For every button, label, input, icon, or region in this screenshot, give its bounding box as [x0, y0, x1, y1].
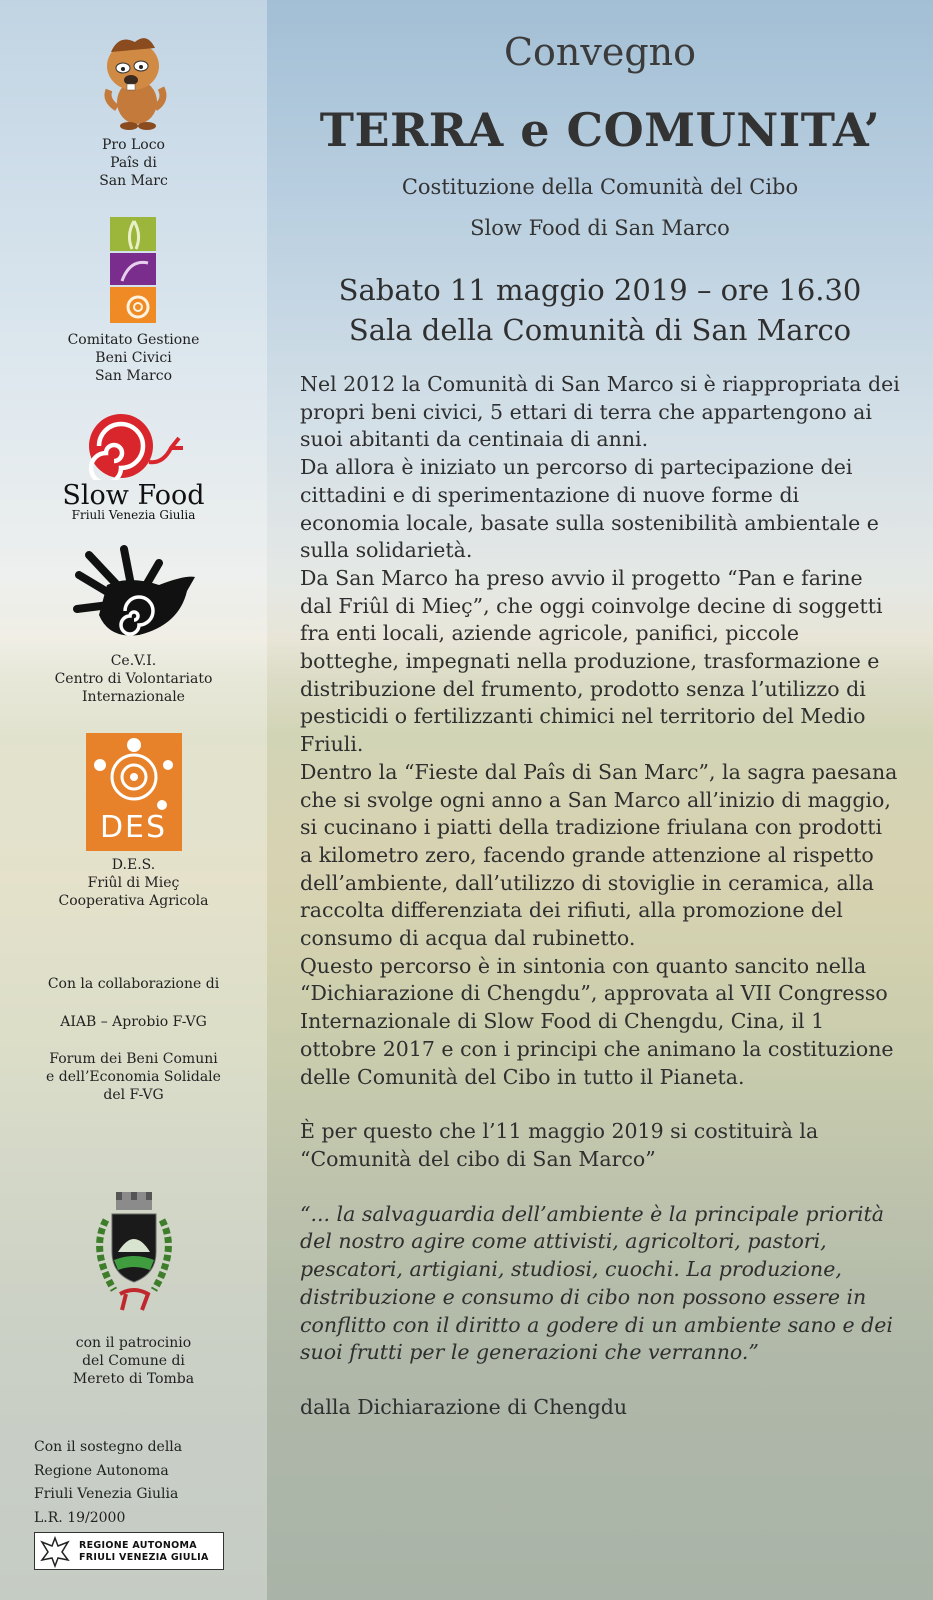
subtitle-slowfood: Slow Food di San Marco [470, 216, 730, 240]
snail-icon [79, 412, 189, 480]
quote-source: dalla Dichiarazione di Chengdu [300, 1394, 628, 1419]
event-venue: Sala della Comunità di San Marco [348, 313, 852, 347]
des-logo-box [86, 733, 182, 851]
beaver-mascot-icon [89, 30, 179, 130]
collab-title: Con la collaborazione di [47, 976, 220, 992]
comitato-logo [0, 215, 267, 327]
subtitle-comunita: Costituzione della Comunità del Cibo [401, 175, 799, 199]
paragraph-6: È per questo che l’11 maggio 2019 si costituirà la “Comunità del cibo di San Marco” [300, 1119, 819, 1171]
paragraph-3: Da San Marco ha preso avvio il progetto “Pan e farine dal Friûl di Mieç”, che oggi coinvolge decine di soggetti fra enti locali, aziende agricole, panifici, piccole botteghe, impegnati nella produzione, trasformazione e distribuzione del frumento, prodotto senza l’utilizzo di pesticidi o fertilizzanti chimici nel territorio del Medio Friuli. [300, 565, 883, 757]
convegno-label: Convegno [503, 30, 697, 74]
page-title: TERRA e COMUNITA’ [319, 103, 881, 157]
eagle-icon [38, 1534, 72, 1568]
proloco-caption: Pro Loco Paîs di San Marc [99, 137, 168, 189]
collab-forum: Forum dei Beni Comuni e dell’Economia Solidale del F-VG [46, 1051, 221, 1103]
slowfood-logo [0, 412, 267, 522]
collab-aiab: AIAB – Aprobio F-VG [60, 1014, 207, 1030]
proloco-logo [0, 30, 267, 130]
chengdu-quote: “... la salvaguardia dell’ambiente è la principale priorità del nostro agire come attivisti, agricoltori, pastori, pescatori, artigiani, studiosi, cuochi. La produzione, distribuzione e consumo di cibo non possono essere in conflitto con il diritto a godere di un ambiente sano e dei suoi frutti per le generazioni che verranno.” [300, 1201, 893, 1365]
patrocinio-caption: con il patrocinio del Comune di Mereto di Tomba [72, 1335, 195, 1387]
cevi-caption: Ce.V.I. Centro di Volontariato Internazionale [54, 653, 213, 705]
slowfood-wordmark: Slow Food [62, 480, 205, 511]
hand-dove-icon [69, 545, 199, 645]
des-wordmark: DES [99, 810, 168, 845]
paragraph-1: Nel 2012 la Comunità di San Marco si è riappropriata dei propri beni civici, 5 ettari di terra che appartengono ai suoi abitanti da centinaia di anni. [300, 372, 900, 452]
spiral-network-icon [86, 735, 182, 817]
cevi-logo [0, 545, 267, 645]
slowfood-region: Friuli Venezia Giulia [71, 508, 196, 522]
comune-coat-of-arms [0, 1190, 267, 1315]
wheat-stack-icon [104, 215, 164, 327]
paragraph-2: Da allora è iniziato un percorso di partecipazione dei cittadini e di sperimentazione di nuove forme di economia locale, basate sulla sostenibilità ambientale e sulla solidarietà. [300, 455, 879, 563]
sostegno-caption: Con il sostegno della Regione Autonoma Friuli Venezia Giulia L.R. 19/2000 [34, 1439, 183, 1526]
coat-of-arms-icon [84, 1190, 184, 1315]
comitato-caption: Comitato Gestione Beni Civici San Marco [67, 332, 200, 384]
des-caption: D.E.S. Friûl di Mieç Cooperativa Agricola [58, 857, 209, 909]
paragraph-4: Dentro la “Fieste dal Paîs di San Marc”, la sagra paesana che si svolge ogni anno a San Marco all’inizio di maggio, si cucinano i piatti della tradizione friulana con prodotti a kilometro zero, facendo grande attenzione al rispetto dell’ambiente, dall’utilizzo di stoviglie in ceramica, alla raccolta differenziata dei rifiuti, alla promozione del consumo di acqua dal rubinetto. [300, 759, 898, 951]
event-date: Sabato 11 maggio 2019 – ore 16.30 [338, 273, 862, 307]
paragraph-5: Questo percorso è in sintonia con quanto sancito nella “Dichiarazione di Chengdu”, approvata al VII Congresso Internazionale di Slow Food di Chengdu, Cina, il 1 ottobre 2017 e con i principi che animano la costituzione delle Comunità del Cibo in tutto il Pianeta. [300, 953, 894, 1089]
body-text [300, 371, 900, 1422]
regione-logo: REGIONE AUTONOMA FRIULI VENEZIA GIULIA [34, 1532, 224, 1570]
des-logo [0, 733, 267, 851]
